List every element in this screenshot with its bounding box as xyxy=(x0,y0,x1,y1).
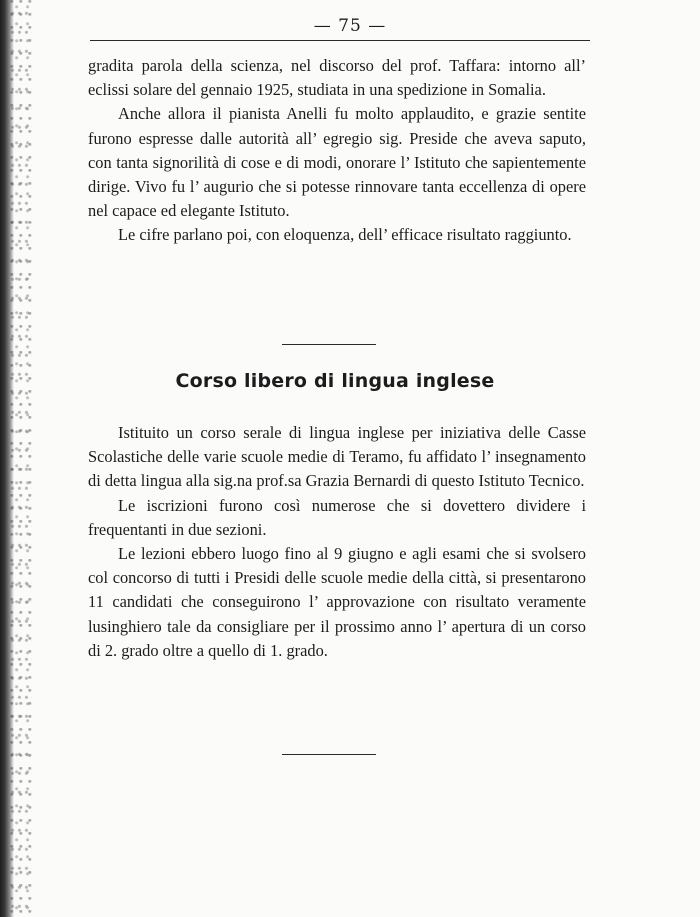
paragraph: Le lezioni ebbero luogo fino al 9 giugno e agli esami che si svolsero col concorso di tutti i Presidi delle scuole medie della città, si presentarono 11 candidati che conseguirono l’ approvazione con risultato veramente lusinghiero tale da consigliare per il prossimo anno l’ apertura di un corso di 2. grado oltre a quello di 1. grado. xyxy=(88,544,586,660)
section-divider xyxy=(282,754,376,755)
page-number: — 75 — xyxy=(313,16,387,36)
paragraph: gradita parola della scienza, nel discorso del prof. Taffara: intorno all’ eclissi solare del gennaio 1925, studiata in una spedizione in Somalia. xyxy=(88,56,586,100)
header-rule xyxy=(90,40,590,41)
section-2-body xyxy=(88,421,586,663)
paragraph: Istituito un corso serale di lingua inglese per iniziativa delle Casse Scolastiche delle varie scuole medie di Teramo, fu affidato l’ insegnamento di detta lingua alla sig.na prof.sa Grazia Bernardi di questo Istituto Tecnico. xyxy=(88,423,586,491)
scan-binding-speckle xyxy=(10,0,32,917)
section-divider xyxy=(282,344,376,345)
paragraph: Anche allora il pianista Anelli fu molto applaudito, e grazie sentite furono espresse dalle autorità all’ egregio sig. Preside che aveva saputo, con tanta signorilità di cose e di modi, onorare l’ Istituto che sapientemente dirige. Vivo fu l’ augurio che si potesse rinnovare tanta eccellenza di opere nel capace ed elegante Istituto. xyxy=(88,104,586,221)
paragraph: Le cifre parlano poi, con eloquenza, dell’ efficace risultato raggiunto. xyxy=(118,225,572,245)
section-1-body xyxy=(88,54,586,248)
section-heading: Corso libero di lingua inglese xyxy=(175,370,495,392)
paragraph: Le iscrizioni furono così numerose che si dovettero dividere i frequentanti in due sezioni. xyxy=(88,495,586,539)
